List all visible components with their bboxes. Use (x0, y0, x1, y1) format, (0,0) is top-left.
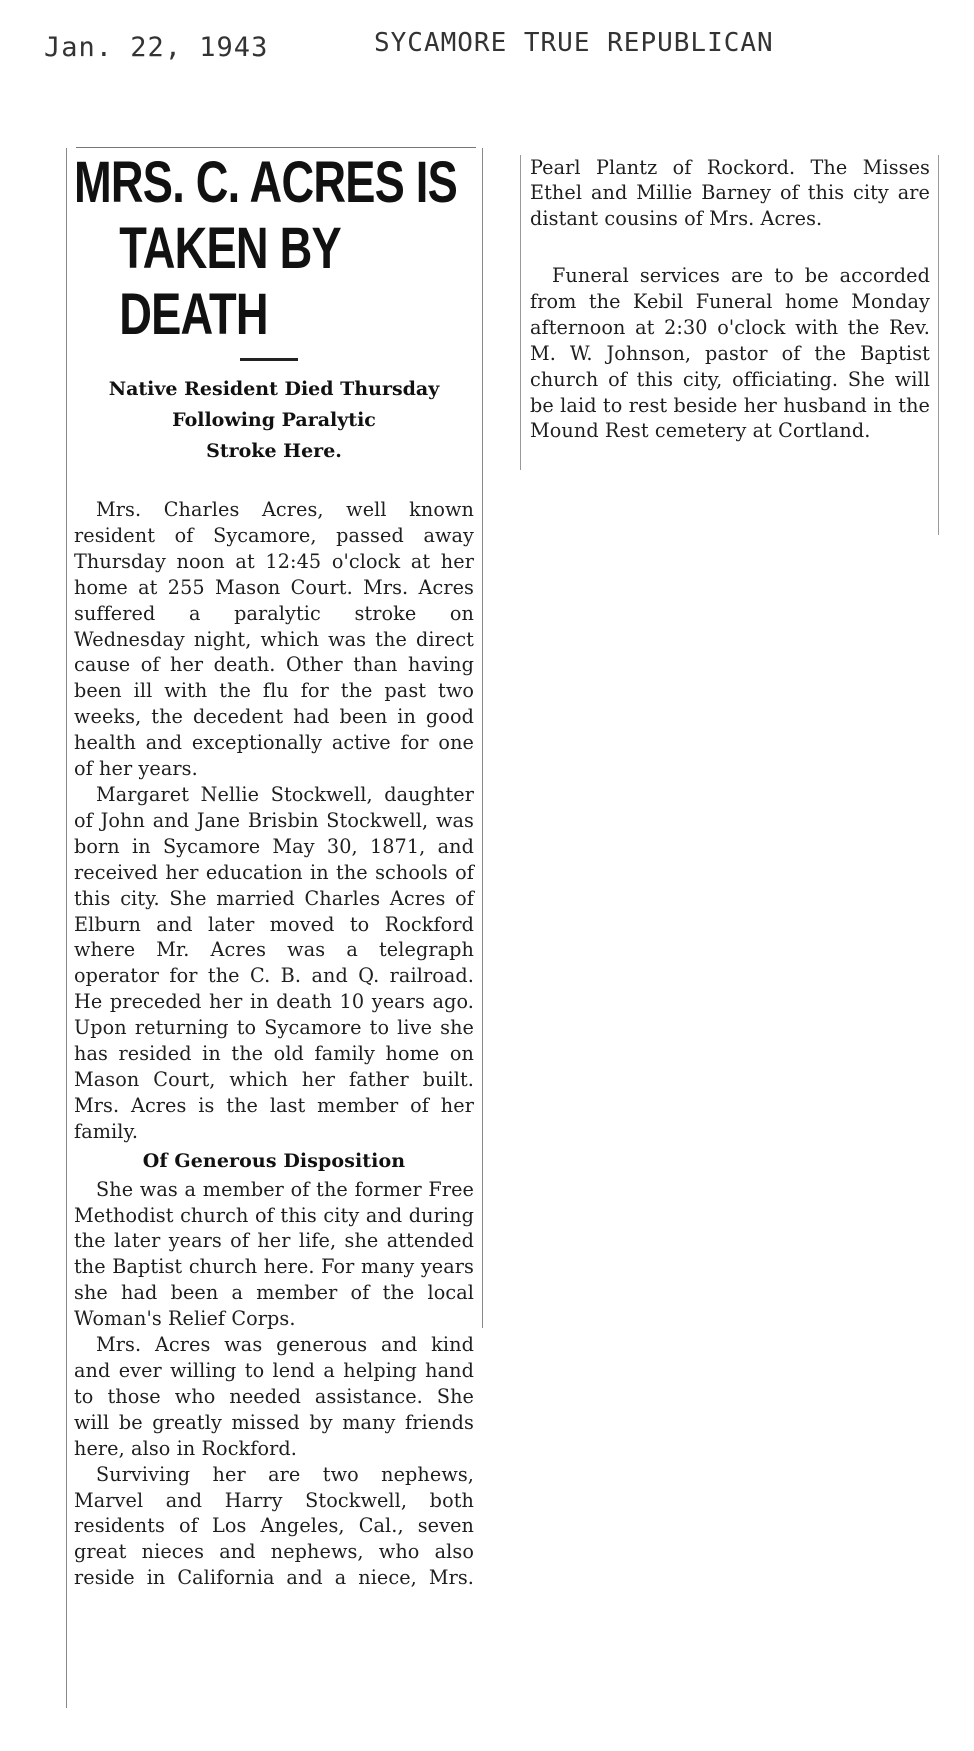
header-date: Jan. 22, 1943 (44, 32, 269, 63)
paragraph-5-continued: Pearl Plantz of Rockord. The Misses Ethel and Millie Barney of this city are distant cousins of Mrs. Acres. (530, 155, 930, 231)
paragraph-3: She was a member of the former Free Methodist church of this city and during the later years of her life, she attended the Baptist church here. For many years she had been a member of the local Woman's Relief Corps. (74, 1177, 474, 1331)
deck-line-1: Native Resident Died Thursday (108, 378, 440, 400)
paragraph-5: Surviving her are two nephews, Marvel and Harry Stockwell, both residents of Los Angeles, Cal., seven great nieces and nephews, who also reside in California and a niece, Mrs. (74, 1462, 474, 1590)
column-rule-right (938, 155, 939, 535)
paragraph-5-continued-viewport (530, 155, 930, 259)
subhead: Of Generous Disposition (142, 1149, 406, 1172)
column-rule-left (66, 148, 67, 1708)
paragraph-6: Funeral services are to be accorded from the Kebil Funeral home Monday afternoon at 2:30 o'clock with the Rev. M. W. Johnson, pastor of the Baptist church of this city, officiating. She will be laid to rest beside her husband in the Mound Rest cemetery at Cortland. (530, 264, 930, 443)
deck-line-3: Stroke Here. (206, 440, 342, 462)
column-rule-col2-left (520, 155, 521, 470)
paragraph-2: Margaret Nellie Stockwell, daughter of John and Jane Brisbin Stockwell, was born in Sycamore May 30, 1871, and received her education in the schools of this city. She married Charles Acres of Elburn and later moved to Rockford where Mr. Acres was a telegraph operator for the C. B. and Q. railroad. He preceded her in death 10 years ago. Upon returning to Sycamore to live she has resided in the old family home on Mason Court, which her father built. Mrs. Acres is the last member of her family. (74, 782, 474, 1143)
headline (74, 150, 480, 348)
paragraph-1: Mrs. Charles Acres, well known resident of Sycamore, passed away Thursday noon at 12:45 o'clock at her home at 255 Mason Court. Mrs. Acres suffered a paralytic stroke on Wednesday night, which was the direct cause of her death. Other than having been ill with the flu for the past two weeks, the decedent had been in good health and exceptionally active for one of her years. (74, 498, 474, 781)
deck (74, 374, 474, 467)
article-body-col1 (74, 497, 474, 1592)
paragraph-4: Mrs. Acres was generous and kind and ever willing to lend a helping hand to those who needed assistance. She will be greatly missed by many friends here, also in Rockford. (74, 1333, 474, 1460)
headline-top-rule (76, 147, 476, 148)
headline-line-2: TAKEN BY DEATH (119, 216, 341, 347)
column-rule-middle (482, 148, 483, 1328)
article-column-2 (530, 155, 930, 444)
newspaper-name: SYCAMORE TRUE REPUBLICAN (374, 28, 774, 58)
article-body-col2 (530, 155, 930, 444)
headline-line-1: MRS. C. ACRES IS (74, 150, 458, 215)
paragraph-5-viewport (74, 1462, 474, 1592)
headline-divider (240, 358, 298, 361)
deck-line-2: Following Paralytic (172, 409, 376, 431)
article-column-1 (74, 150, 474, 1592)
